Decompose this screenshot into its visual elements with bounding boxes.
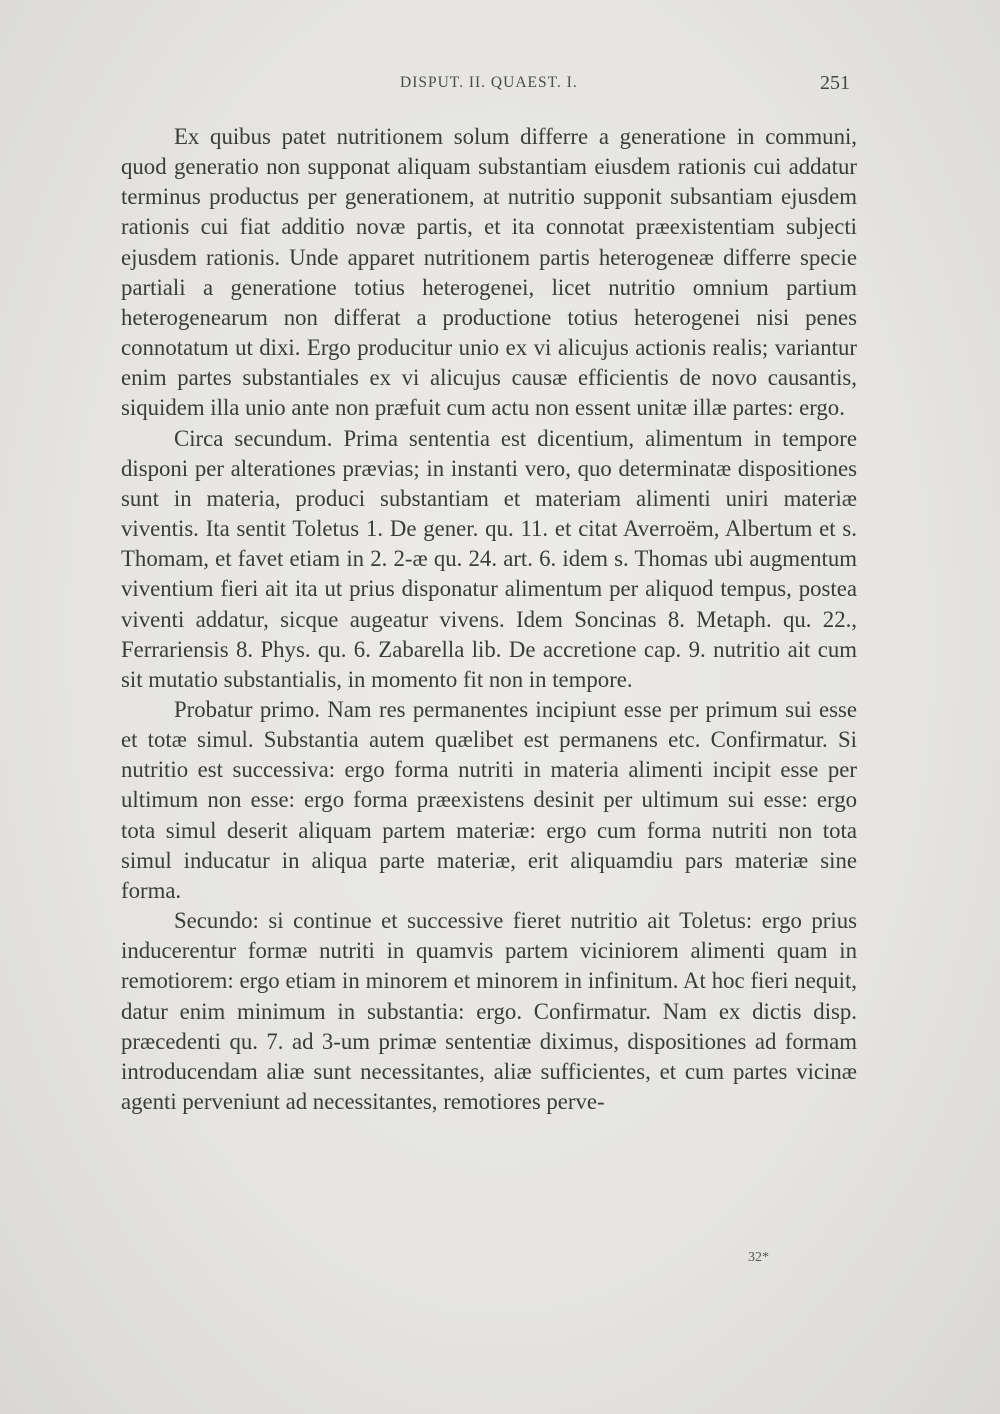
signature-mark: 32* [748,1250,769,1265]
paragraph-nutrition-definition: Ex quibus patet nutritionem solum differre a generatione in communi, quod generatio non supponat aliquam substantiam eiusdem rationis cui addatur terminus productus per generationem, at nutritio supponit subsantiam ejusdem rationis cui fiat additio novæ partis, et ita connotat præexistentiam subjecti ejusdem rationis. Unde apparet nutritionem partis heterogeneæ differre specie partiali a generatione totius heterogenei, licet nutritio omnium partium heterogenearum non differat a productione totius heterogenei nisi penes connotatum ut dixi. Ergo producitur unio ex vi alicujus actionis realis; variantur enim partes substantiales ex vi alicujus causæ efficientis de novo causantis, siquidem illa unio ante non præfuit cum actu non essent unitæ illæ partes: ergo. [121,124,857,421]
page-number: 251 [820,72,850,94]
running-head: DISPUT. II. QUAEST. I. [400,74,578,91]
body-text [121,122,857,1117]
paragraph-secundo: Secundo: si continue et successive fieret nutritio ait Toletus: ergo prius inducerentur formæ nutriti in quamvis partem viciniorem alimenti quam in remotiorem: ergo etiam in minorem et minorem in infinitum. At hoc fieri nequit, datur enim minimum in substantia: ergo. Confirmatur. Nam ex dictis disp. præcedenti qu. 7. ad 3-um primæ sententiæ diximus, dispositiones ad formam introducendam aliæ sunt necessitantes, aliæ sufficientes, et cum partes vicinæ agenti perveniunt ad necessitantes, remotiores perve- [121,908,857,1114]
paragraph-probatur-primo: Probatur primo. Nam res permanentes incipiunt esse per primum sui esse et totæ simul. Substantia autem quælibet est permanens etc. Confirmatur. Si nutritio est successiva: ergo forma nutriti in materia alimenti incipit esse per ultimum non esse: ergo forma præexistens desinit per ultimum sui esse: ergo tota simul deserit aliquam partem materiæ: ergo cum forma nutriti non tota simul inducatur in aliqua parte materiæ, erit aliquamdiu pars materiæ sine forma. [121,696,857,903]
paragraph-circa-secundum: Circa secundum. Prima sententia est dicentium, alimentum in tempore disponi per alterationes prævias; in instanti vero, quo determinatæ dispositiones sunt in materia, produci substantiam et materiam alimenti uniri materiæ viventis. Ita sentit Toletus 1. De gener. qu. 11. et citat Averroëm, Albertum et s. Thomam, et favet etiam in 2. 2-æ qu. 24. art. 6. idem s. Thomas ubi augmentum viventium fieri ait ita ut prius disponatur alimentum per aliquod tempus, postea viventi addatur, sicque augeatur vivens. Idem Soncinas 8. Metaph. qu. 22., Ferrariensis 8. Phys. qu. 6. Zabarella lib. De accretione cap. 9. nutritio ait cum sit mutatio substantialis, in momento fit non in tempore. [121,425,857,692]
